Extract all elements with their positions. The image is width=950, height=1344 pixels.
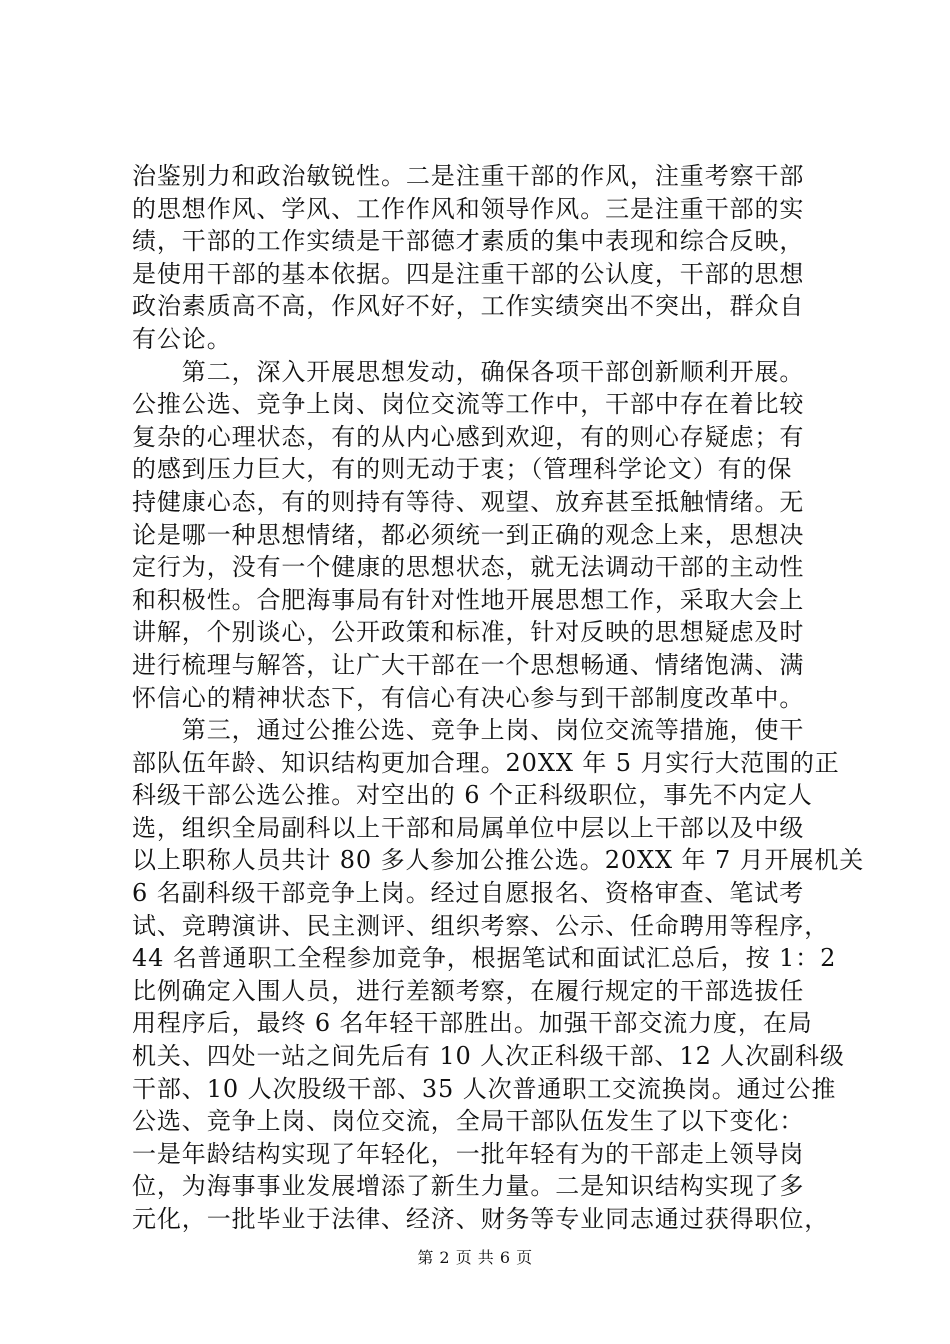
page-footer: [0, 1245, 950, 1268]
text-line: 公选、竞争上岗、岗位交流，全局干部队伍发生了以下变化：: [132, 1107, 805, 1136]
text-line: 一是年龄结构实现了年轻化，一批年轻有为的干部走上领导岗: [132, 1139, 805, 1168]
document-body: [132, 160, 865, 1236]
text-line: 6 名副科级干部竞争上岗。经过自愿报名、资格审查、笔试考: [132, 879, 805, 908]
text-line: 44 名普通职工全程参加竞争，根据笔试和面试汇总后，按 1：2: [132, 944, 837, 973]
text-line: 和积极性。合肥海事局有针对性地开展思想工作，采取大会上: [132, 585, 805, 614]
text-line: 政治素质高不高，作风好不好，工作实绩突出不突出，群众自: [132, 292, 805, 321]
text-line: 进行梳理与解答，让广大干部在一个思想畅通、情绪饱满、满: [132, 650, 805, 679]
text-line: 用程序后，最终 6 名年轻干部胜出。加强干部交流力度，在局: [132, 1009, 813, 1038]
text-line: 干部、10 人次股级干部、35 人次普通职工交流换岗。通过公推: [132, 1074, 837, 1103]
text-line: 是使用干部的基本依据。四是注重干部的公认度，干部的思想: [132, 259, 805, 288]
text-line: 位，为海事事业发展增添了新生力量。二是知识结构实现了多: [132, 1172, 805, 1201]
text-line: 选，组织全局副科以上干部和局属单位中层以上干部以及中级: [132, 813, 805, 842]
text-line: 复杂的心理状态，有的从内心感到欢迎，有的则心存疑虑；有: [132, 422, 805, 451]
text-line: 持健康心态，有的则持有等待、观望、放弃甚至抵触情绪。无: [132, 487, 805, 516]
text-line: 有公论。: [132, 324, 232, 353]
text-line: 公推公选、竞争上岗、岗位交流等工作中，干部中存在着比较: [132, 390, 805, 419]
text-line: 治鉴别力和政治敏锐性。二是注重干部的作风，注重考察干部: [132, 162, 805, 190]
text-line: 定行为，没有一个健康的思想状态，就无法调动干部的主动性: [132, 553, 805, 582]
text-line: 绩，干部的工作实绩是干部德才素质的集中表现和综合反映，: [132, 227, 805, 256]
text-line: 论是哪一种思想情绪，都必须统一到正确的观念上来，思想决: [132, 520, 805, 549]
text-line: 部队伍年龄、知识结构更加合理。20XX 年 5 月实行大范围的正: [132, 748, 840, 777]
text-line: 试、竞聘演讲、民主测评、组织考察、公示、任命聘用等程序，: [132, 911, 830, 940]
text-line: 科级干部公选公推。对空出的 6 个正科级职位，事先不内定人: [132, 781, 813, 810]
text-line: 比例确定入围人员，进行差额考察，在履行规定的干部选拔任: [132, 976, 805, 1005]
text-line: 第三，通过公推公选、竞争上岗、岗位交流等措施，使干: [132, 716, 805, 745]
text-line: 讲解，个别谈心，公开政策和标准，针对反映的思想疑虑及时: [132, 618, 805, 647]
text-line: 以上职称人员共计 80 多人参加公推公选。20XX 年 7 月开展机关: [132, 846, 865, 875]
text-line: 第二，深入开展思想发动，确保各项干部创新顺利开展。: [132, 357, 805, 386]
text-line: 机关、四处一站之间先后有 10 人次正科级干部、12 人次副科级: [132, 1042, 845, 1071]
text-line: 的思想作风、学风、工作作风和领导作风。三是注重干部的实: [132, 194, 805, 223]
page-number-label: 第 2 页 共 6 页: [417, 1248, 533, 1267]
text-line: 怀信心的精神状态下，有信心有决心参与到干部制度改革中。: [132, 683, 805, 712]
text-line: 的感到压力巨大，有的则无动于衷；（管理科学论文）有的保: [132, 455, 793, 484]
text-line: 元化，一批毕业于法律、经济、财务等专业同志通过获得职位，: [132, 1205, 830, 1233]
